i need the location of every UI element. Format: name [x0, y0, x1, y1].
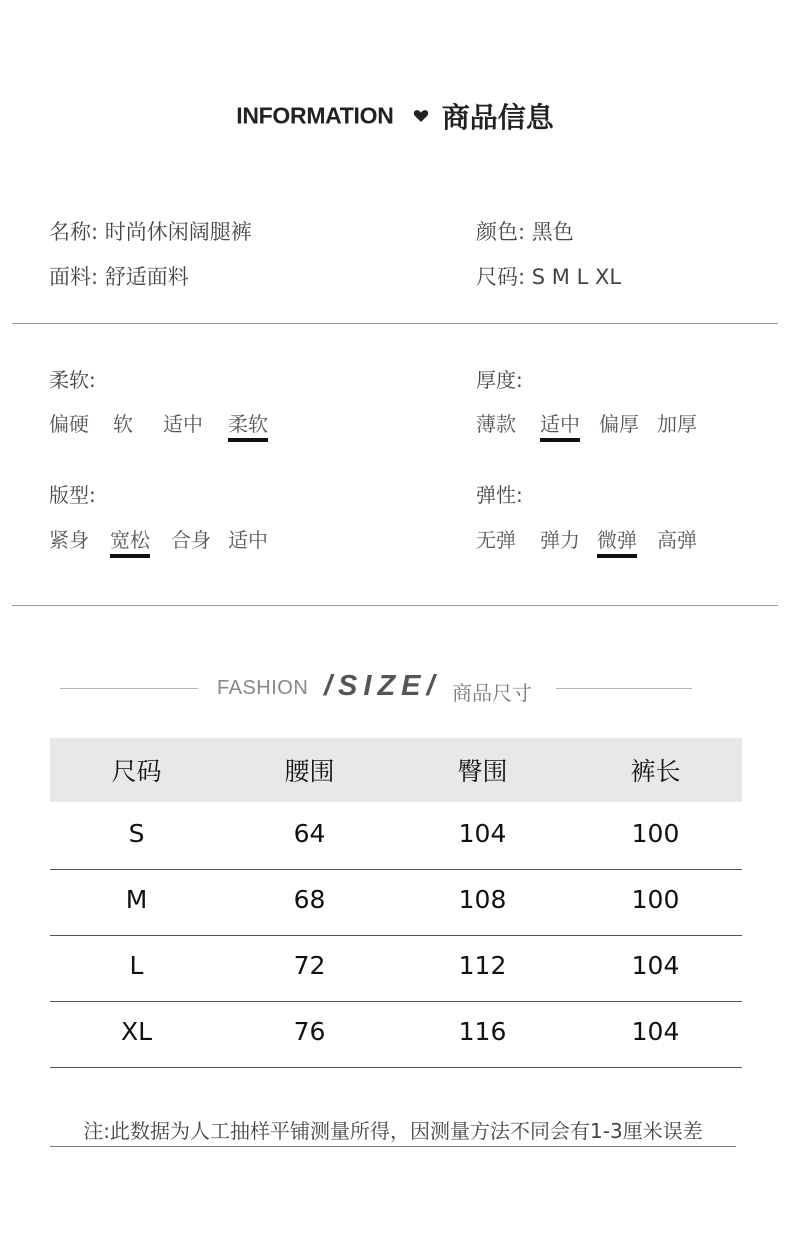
table-cell: 72 — [293, 951, 326, 980]
table-cell: 100 — [631, 885, 680, 914]
table-cell: 104 — [458, 819, 507, 848]
thickness-option: 加厚 — [657, 412, 697, 436]
info-size — [476, 261, 621, 291]
table-header-cell: 尺码 — [111, 757, 162, 786]
table-cell: XL — [120, 1017, 153, 1046]
softness-option: 适中 — [163, 412, 203, 436]
thickness-option-selected: 适中 — [540, 408, 580, 442]
info-name — [49, 216, 252, 246]
size-label: 尺码: — [476, 265, 526, 289]
softness-option-selected: 柔软 — [228, 408, 268, 442]
size-heading-line-right — [556, 688, 692, 689]
table-header-cell: 腰围 — [284, 757, 335, 786]
header-title-en: INFORMATION — [236, 102, 394, 129]
elasticity-option-selected: 微弹 — [597, 524, 637, 558]
size-heading-line-left — [60, 688, 198, 689]
softness-option: 偏硬 — [49, 412, 89, 436]
fabric-label: 面料: — [49, 265, 99, 289]
table-cell: 104 — [631, 1017, 680, 1046]
fabric-value: 舒适面料 — [104, 265, 189, 289]
measurement-note: 注:此数据为人工抽样平铺测量所得，因测量方法不同会有1-3厘米误差 — [50, 1115, 736, 1147]
table-cell: 68 — [293, 885, 326, 914]
size-table — [50, 738, 742, 1068]
table-row — [50, 936, 742, 1002]
table-header-cell: 臀围 — [457, 757, 508, 786]
info-color — [476, 216, 574, 246]
table-cell: L — [129, 951, 144, 980]
elasticity-title: 弹性: — [476, 483, 523, 507]
fit-title: 版型: — [49, 483, 96, 507]
table-cell: M — [125, 885, 148, 914]
table-row — [50, 804, 742, 870]
divider — [12, 323, 778, 324]
table-row — [50, 870, 742, 936]
color-value: 黑色 — [531, 220, 574, 244]
table-cell: 108 — [458, 885, 507, 914]
thickness-option: 偏厚 — [599, 412, 639, 436]
size-value: S M L XL — [531, 265, 622, 289]
color-label: 颜色: — [476, 220, 526, 244]
fit-option-selected: 宽松 — [110, 524, 150, 558]
table-cell: S — [128, 819, 145, 848]
fashion-label: FASHION — [217, 677, 309, 699]
thickness-option: 薄款 — [476, 412, 516, 436]
table-header-row — [50, 738, 742, 802]
elasticity-options — [0, 524, 790, 564]
softness-title: 柔软: — [49, 368, 96, 392]
table-header-cell: 裤长 — [630, 757, 681, 786]
size-heading-cn: 商品尺寸 — [452, 681, 532, 705]
name-value: 时尚休闲阔腿裤 — [104, 220, 252, 244]
divider — [12, 605, 778, 606]
size-word: /SIZE/ — [324, 670, 441, 702]
table-cell: 64 — [293, 819, 326, 848]
elasticity-option: 无弹 — [476, 528, 516, 552]
table-cell: 104 — [631, 951, 680, 980]
name-label: 名称: — [49, 220, 99, 244]
fit-option: 合身 — [171, 528, 211, 552]
table-cell: 116 — [458, 1017, 507, 1046]
info-fabric — [49, 261, 189, 291]
thickness-title: 厚度: — [476, 368, 523, 392]
heart-icon — [413, 108, 429, 124]
fit-option: 适中 — [228, 528, 268, 552]
table-cell: 112 — [458, 951, 507, 980]
table-cell: 76 — [293, 1017, 326, 1046]
elasticity-option: 弹力 — [540, 528, 580, 552]
table-row — [50, 1002, 742, 1068]
header-title-cn: 商品信息 — [441, 101, 554, 134]
elasticity-option: 高弹 — [657, 528, 697, 552]
fit-option: 紧身 — [49, 528, 89, 552]
softness-option: 软 — [113, 412, 133, 436]
table-cell: 100 — [631, 819, 680, 848]
thickness-options — [0, 408, 790, 448]
page-header — [0, 96, 790, 136]
